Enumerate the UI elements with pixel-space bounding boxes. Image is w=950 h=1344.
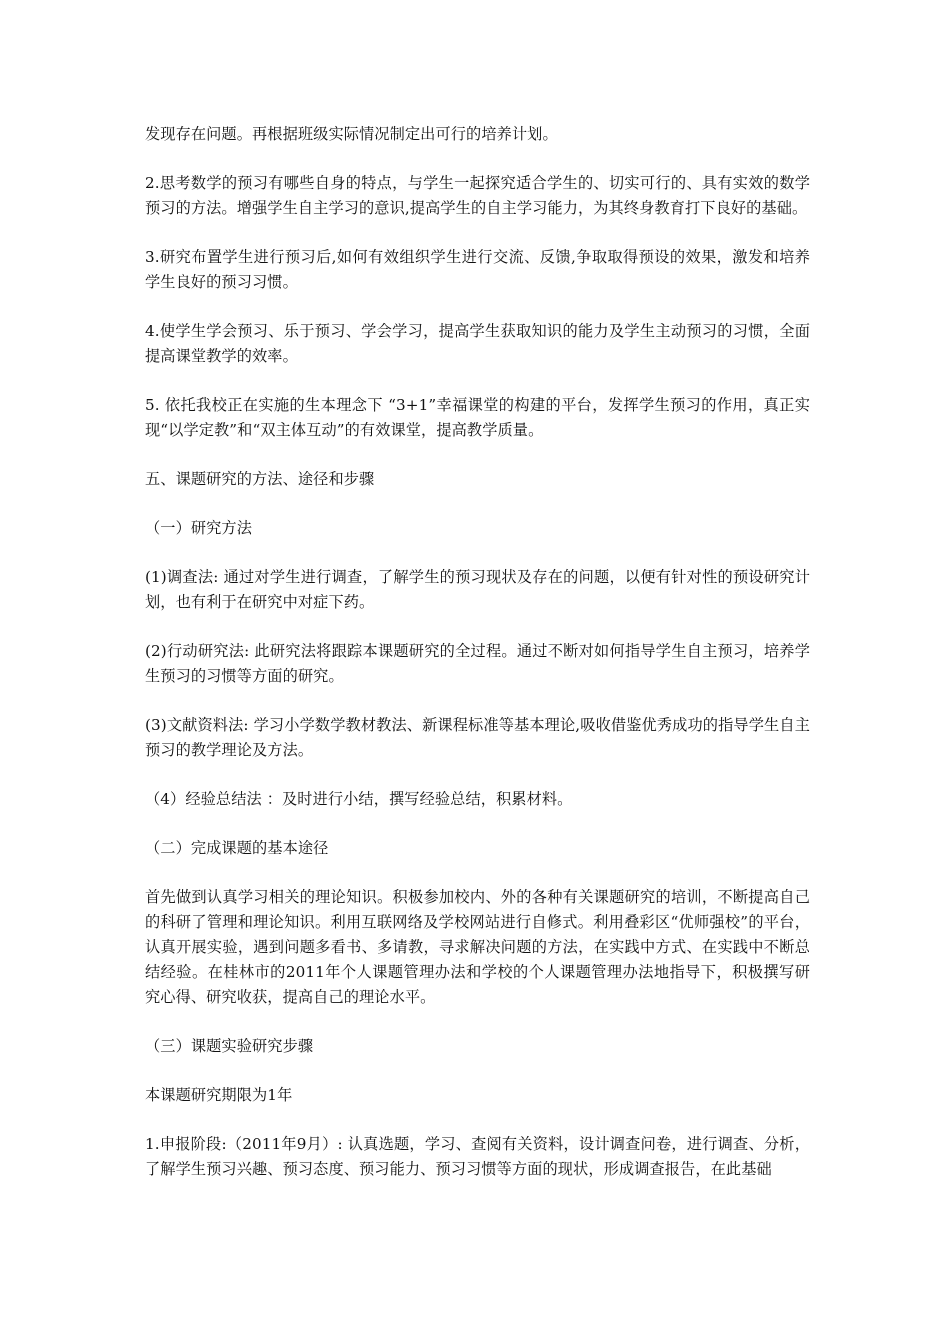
paragraph: 3.研究布置学生进行预习后,如何有效组织学生进行交流、反馈,争取取得预设的效果，激发和培养学生良好的预习习惯。 — [145, 248, 810, 291]
subsection-heading: （二）完成课题的基本途径 — [145, 839, 329, 857]
paragraph: 4.使学生学会预习、乐于预习、学会学习，提高学生获取知识的能力及学生主动预习的习惯，全面提高课堂教学的效率。 — [145, 322, 810, 365]
paragraph: 1.申报阶段:（2011年9月）: 认真选题，学习、查阅有关资料，设计调查问卷，进行调查、分析，了解学生预习兴趣、预习态度、预习能力、预习习惯等方面的现状，形成调查报告，在此基础 — [145, 1135, 810, 1178]
paragraph: 发现存在问题。再根据班级实际情况制定出可行的培养计划。 — [145, 125, 558, 143]
subsection-heading: （一）研究方法 — [145, 519, 253, 537]
subsection-heading: （三）课题实验研究步骤 — [145, 1037, 314, 1055]
paragraph: (2)行动研究法: 此研究法将跟踪本课题研究的全过程。通过不断对如何指导学生自主预习，培养学生预习的习惯等方面的研究。 — [145, 642, 810, 685]
paragraph: 2.思考数学的预习有哪些自身的特点，与学生一起探究适合学生的、切实可行的、具有实效的数学预习的方法。增强学生自主学习的意识,提高学生的自主学习能力，为其终身教育打下良好的基础。 — [145, 174, 810, 217]
paragraph: 本课题研究期限为1年 — [145, 1086, 293, 1104]
document-body — [145, 122, 810, 1206]
paragraph: 首先做到认真学习相关的理论知识。积极参加校内、外的各种有关课题研究的培训，不断提高自己的科研了管理和理论知识。利用互联网络及学校网站进行自修式。利用叠彩区“优师强校”的平台，认真开展实验，遇到问题多看书、多请教，寻求解决问题的方法，在实践中方式、在实践中不断总结经验。在桂林市的2011年个人课题管理办法和学校的个人课题管理办法地指导下，积极撰写研究心得、研究收获，提高自己的理论水平。 — [145, 888, 810, 1006]
section-heading: 五、课题研究的方法、途径和步骤 — [145, 470, 375, 488]
paragraph: 5. 依托我校正在实施的生本理念下 “3+1”幸福课堂的构建的平台，发挥学生预习的作用，真正实现“以学定教”和“双主体互动”的有效课堂，提高教学质量。 — [145, 396, 810, 439]
paragraph: （4）经验总结法 ：及时进行小结，撰写经验总结，积累材料。 — [145, 790, 573, 808]
paragraph: (3)文献资料法: 学习小学数学教材教法、新课程标准等基本理论,吸收借鉴优秀成功的指导学生自主预习的教学理论及方法。 — [145, 716, 810, 759]
paragraph: (1)调查法: 通过对学生进行调查，了解学生的预习现状及存在的问题，以便有针对性的预设研究计划，也有利于在研究中对症下药。 — [145, 568, 810, 611]
